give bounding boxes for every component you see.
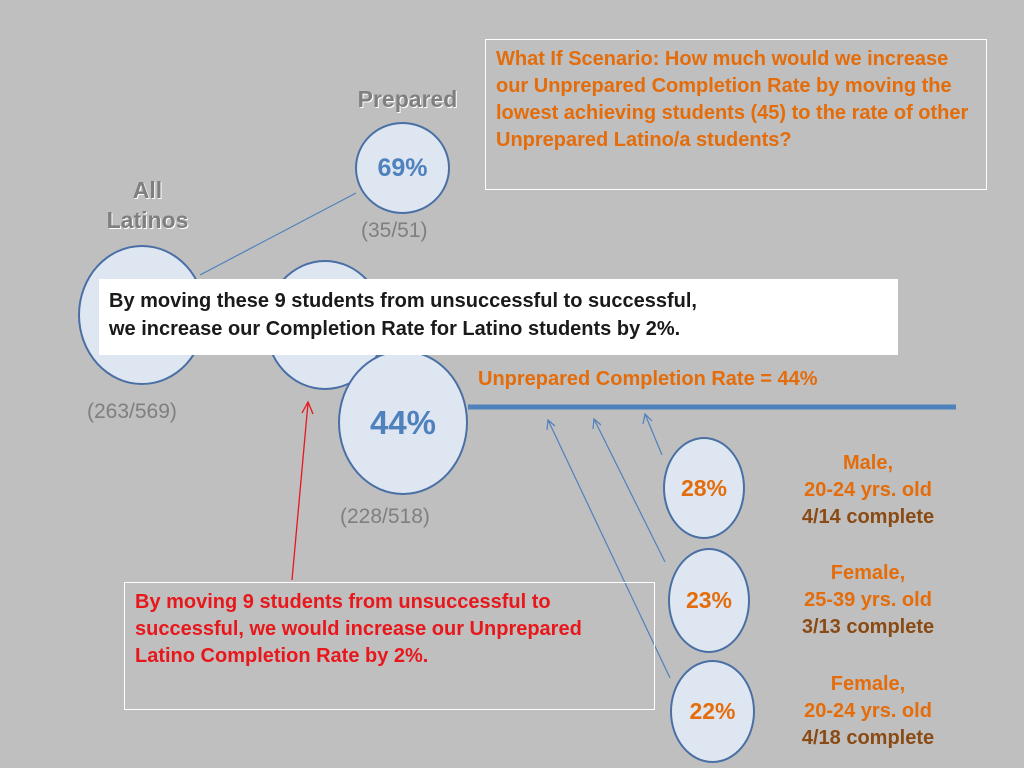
group-pct-3: 22% [689, 698, 736, 724]
group-label-2 [773, 560, 963, 641]
rate-label: Unprepared Completion Rate = 44% [478, 368, 818, 390]
group-age-2: 25-39 yrs. old [804, 589, 932, 611]
group-sex-2: Female, [830, 562, 906, 584]
group-age-1: 20-24 yrs. old [804, 479, 932, 501]
group-sex-1: Male, [842, 452, 894, 474]
overlay-line2: we increase our Completion Rate for Latino students by 2%. [109, 318, 681, 340]
group-label-1 [773, 450, 963, 531]
all-latinos-header-line2: Latinos [106, 207, 189, 233]
unprepared-circle [338, 350, 468, 495]
arrow-28-shaft [645, 414, 662, 455]
prepared-pct: 69% [377, 153, 428, 182]
group-complete-2: 3/13 complete [801, 616, 935, 638]
group-age-3: 20-24 yrs. old [804, 700, 932, 722]
overlay-box [99, 279, 898, 355]
overlay-line1: By moving these 9 students from unsuccessful to successful, [109, 290, 697, 312]
group-pct-2: 23% [685, 587, 733, 613]
all-count: (263/569) [87, 400, 177, 423]
group-pct-1: 28% [680, 474, 728, 501]
all-latinos-header [80, 175, 215, 235]
scenario-text: What If Scenario: How much would we increase our Unprepared Completion Rate by moving the lowest achieving students (45) to the rate of other Unprepared Latino/a students? [496, 48, 969, 151]
all-latinos-header-line1: All [132, 177, 163, 203]
unprepared-count: (228/518) [340, 505, 430, 528]
red-note-box [124, 582, 655, 710]
group-circle-1 [663, 437, 745, 539]
prepared-count: (35/51) [361, 219, 428, 242]
red-arrow-shaft [292, 403, 308, 580]
prepared-header: Prepared [357, 86, 458, 112]
group-complete-1: 4/14 complete [801, 506, 935, 528]
group-sex-3: Female, [830, 673, 906, 695]
scenario-box [485, 39, 987, 190]
group-circle-2 [668, 548, 750, 653]
group-complete-3: 4/18 complete [801, 727, 935, 749]
red-note-text: By moving 9 students from unsuccessful to successful, we would increase our Unprepared Latino Completion Rate by 2%. [135, 591, 582, 667]
group-label-3 [773, 671, 963, 752]
unprepared-pct: 44% [369, 403, 437, 441]
group-circle-3 [670, 660, 755, 763]
prepared-circle [355, 122, 450, 214]
